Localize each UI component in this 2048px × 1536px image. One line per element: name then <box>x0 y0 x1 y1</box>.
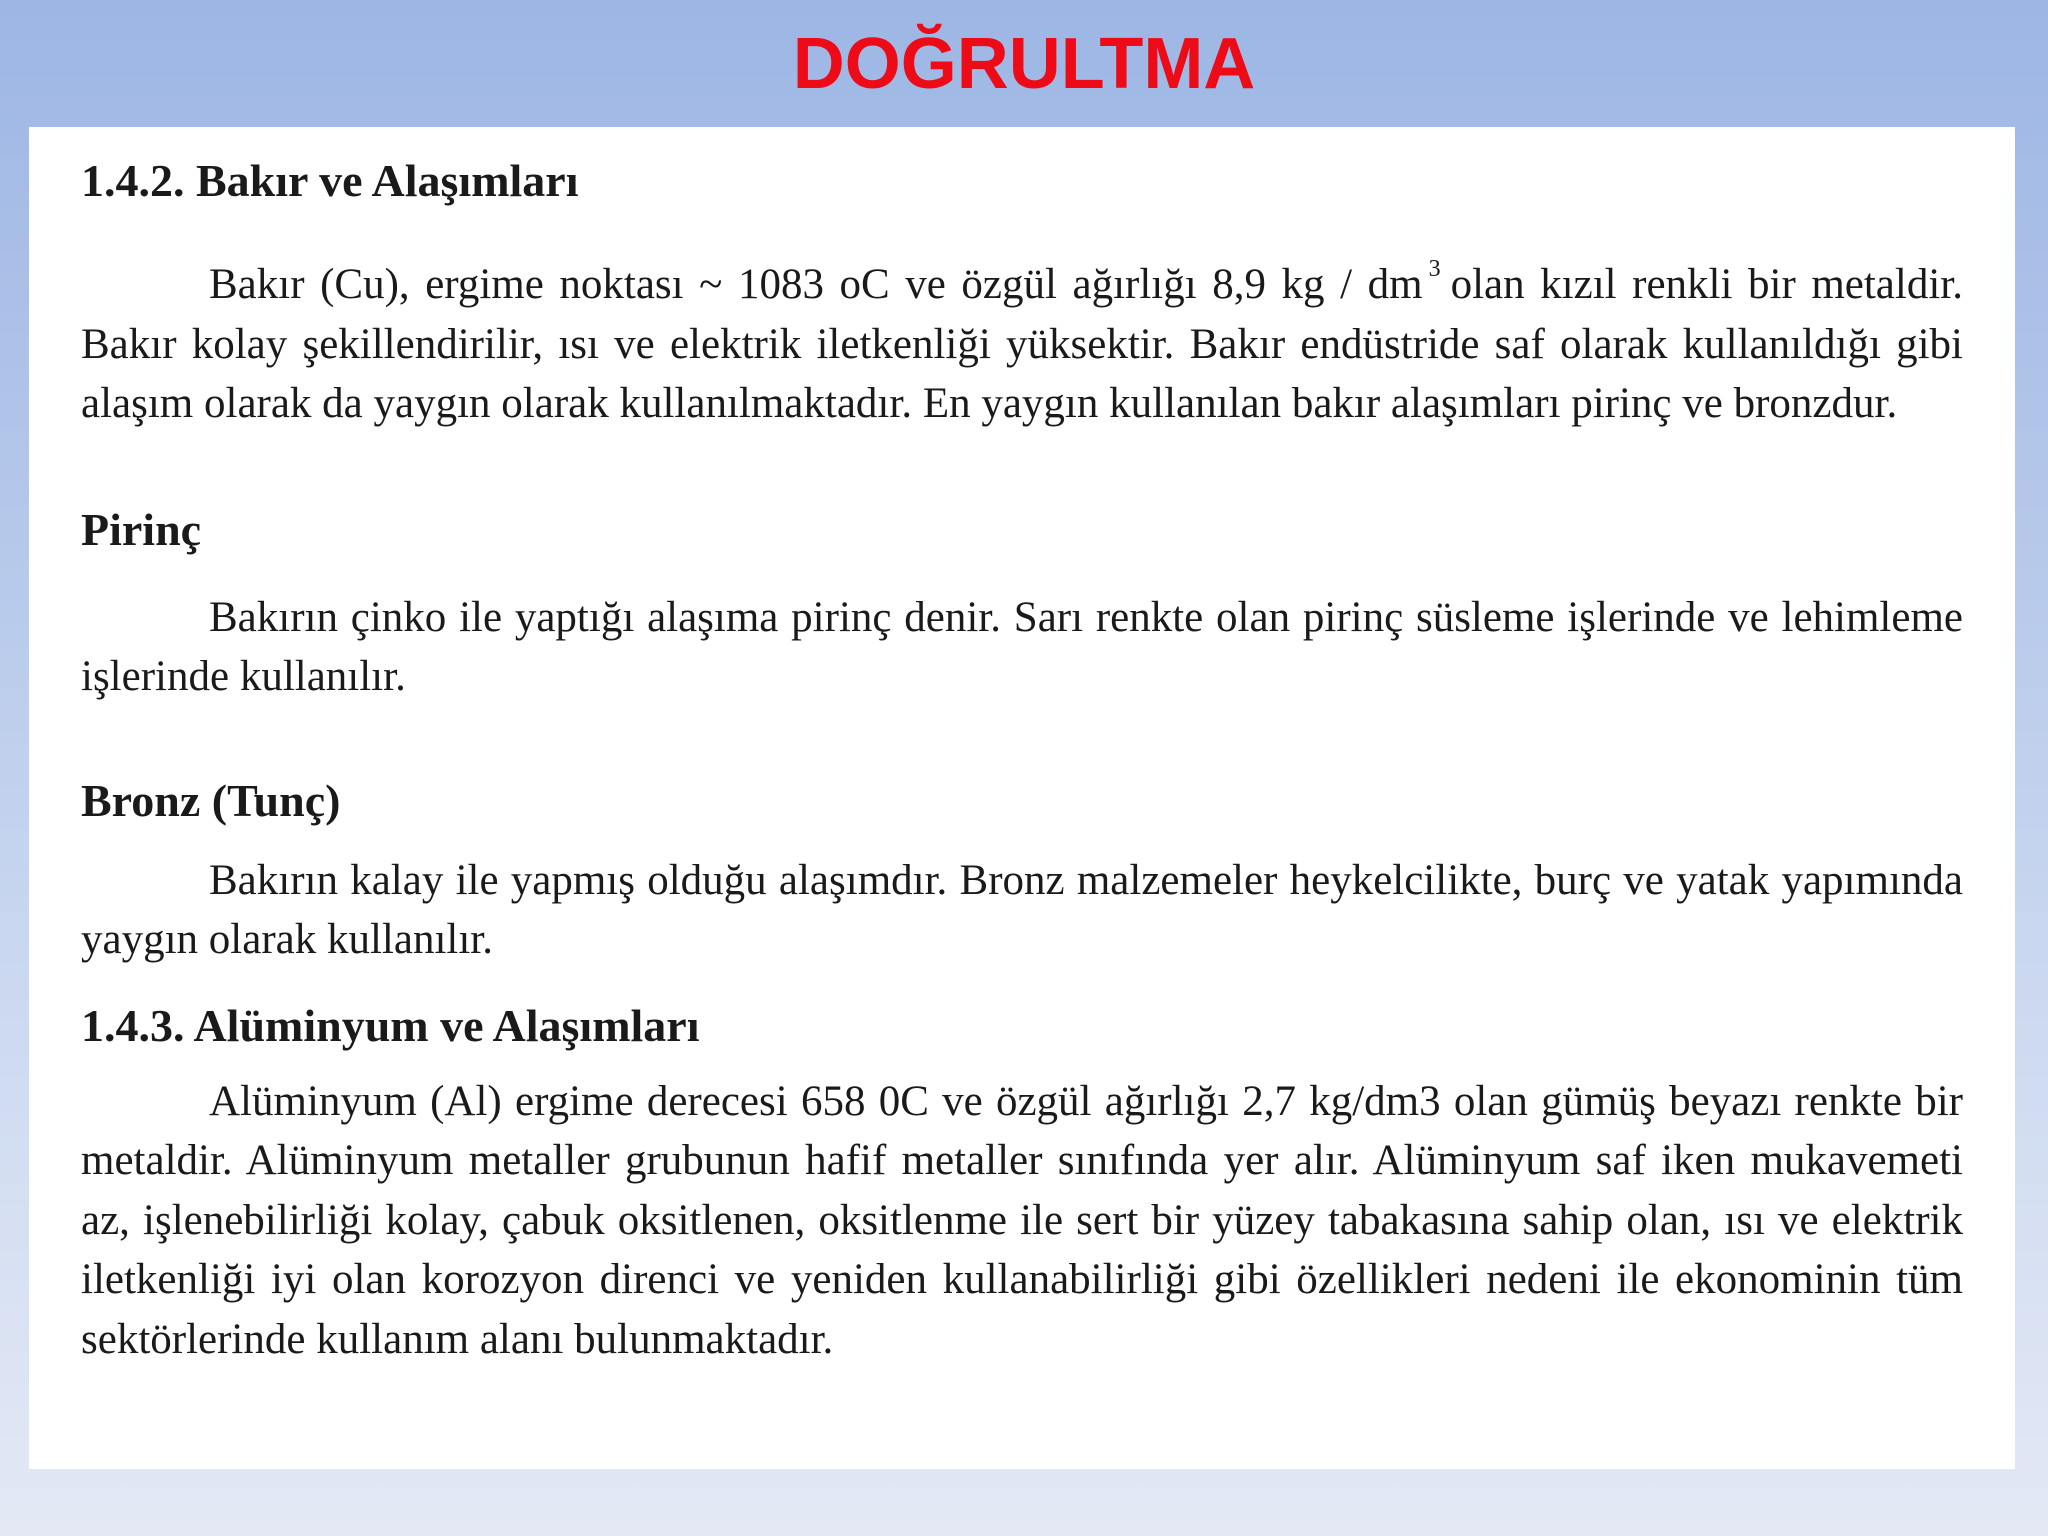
paragraph-aluminium: Alüminyum (Al) ergime derecesi 658 0C ve özgül ağırlığı 2,7 kg/dm3 olan gümüş beyazı renkte bir metaldir. Alüminyum metaller grubunun hafif metaller sınıfında yer alır. Alüminyum saf iken mukavemeti az, işlenebilirliği kolay, çabuk oksitlenen, oksitlenme ile sert bir yüzey tabakasına sahip olan, ısı ve elektrik iletkenliği iyi olan korozyon direnci ve yeniden kullanabilirliği gibi özellikleri nedeni ile ekonominin tüm sektörlerinde kullanım alanı bulunmaktadır. <box>81 1077 1963 1363</box>
paragraph-copper-part1: Bakır (Cu), ergime noktası ~ 1083 oC ve özgül ağırlığı 8,9 kg / dm <box>209 261 1423 308</box>
slide-title: DOĞRULTMA <box>792 24 1256 104</box>
section-heading-copper: 1.4.2. Bakır ve Alaşımları <box>81 155 579 206</box>
paragraph-brass: Bakırın çinko ile yaptığı alaşıma pirinç denir. Sarı renkte olan pirinç süsleme işlerinde ve lehimleme işlerinde kullanılır. <box>81 593 1963 700</box>
section-heading-aluminium: 1.4.3. Alüminyum ve Alaşımları <box>81 999 700 1051</box>
section-heading-bronze: Bronz (Tunç) <box>81 774 341 826</box>
superscript-cube: 3 <box>1428 256 1441 282</box>
document-scan <box>29 127 2015 1469</box>
paragraph-copper-part2: olan kızıl renkli bir metaldir. Bakır kolay şekillendirilir, ısı ve elektrik iletkenliği yüksektir. Bakır endüstride saf olarak kullanıldığı gibi alaşım olarak da yaygın olarak kullanılmaktadır. En yaygın kullanılan bakır alaşımları pirinç ve bronzdur. <box>81 261 1963 427</box>
paragraph-bronze: Bakırın kalay ile yapmış olduğu alaşımdır. Bronz malzemeler heykelcilikte, burç ve yatak yapımında yaygın olarak kullanılır. <box>81 856 1963 963</box>
section-heading-brass: Pirinç <box>81 503 202 555</box>
paragraph-copper <box>81 255 1963 434</box>
